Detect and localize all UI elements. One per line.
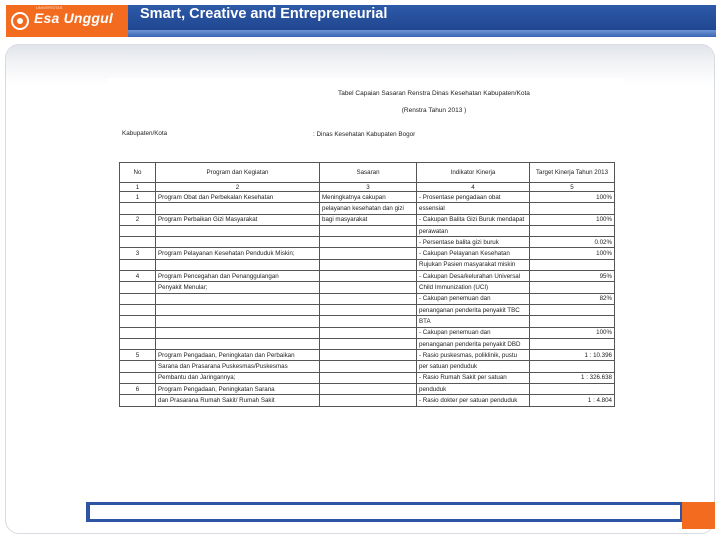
sasaran-cell bbox=[320, 271, 417, 282]
table-row bbox=[120, 304, 615, 315]
target-cell bbox=[530, 338, 615, 349]
indikator-cell: penduduk bbox=[417, 384, 530, 395]
target-cell: 100% bbox=[530, 214, 615, 225]
sasaran-cell bbox=[320, 225, 417, 236]
footer-orange-block bbox=[682, 502, 715, 529]
slide-header bbox=[0, 0, 720, 42]
program-cell: Program Obat dan Perbekalan Kesehatan bbox=[156, 192, 320, 203]
program-cell: Program Pengadaan, Peningkatan Sarana bbox=[156, 384, 320, 395]
index-cell: 2 bbox=[156, 183, 320, 192]
logo-text: Esa Unggul bbox=[34, 10, 114, 26]
index-cell: 1 bbox=[120, 183, 156, 192]
program-cell bbox=[156, 304, 320, 315]
indikator-cell: - Prosentase pengadaan obat bbox=[417, 192, 530, 203]
table-body bbox=[120, 192, 615, 407]
target-cell: 1 : 10.396 bbox=[530, 350, 615, 361]
sasaran-cell bbox=[320, 304, 417, 315]
row-number-cell: 2 bbox=[120, 214, 156, 225]
target-table bbox=[119, 162, 615, 407]
header-program: Program dan Kegiatan bbox=[156, 163, 320, 183]
table-row bbox=[120, 203, 615, 214]
sasaran-cell bbox=[320, 248, 417, 259]
header-indikator: Indikator Kinerja bbox=[417, 163, 530, 183]
table-row bbox=[120, 192, 615, 203]
table-row bbox=[120, 372, 615, 383]
table-row bbox=[120, 316, 615, 327]
row-number-cell bbox=[120, 237, 156, 248]
table-index-row bbox=[120, 183, 615, 192]
program-cell: Penyakit Menular; bbox=[156, 282, 320, 293]
indikator-cell: - Cakupan Balita Gizi Buruk mendapat bbox=[417, 214, 530, 225]
sasaran-cell bbox=[320, 327, 417, 338]
table-row bbox=[120, 384, 615, 395]
row-number-cell: 5 bbox=[120, 350, 156, 361]
sasaran-cell bbox=[320, 372, 417, 383]
target-cell: 100% bbox=[530, 248, 615, 259]
table-row bbox=[120, 327, 615, 338]
row-number-cell bbox=[120, 316, 156, 327]
table-row bbox=[120, 248, 615, 259]
row-number-cell bbox=[120, 225, 156, 236]
sasaran-cell bbox=[320, 259, 417, 270]
row-number-cell bbox=[120, 395, 156, 406]
table-row bbox=[120, 293, 615, 304]
header-no: No bbox=[120, 163, 156, 183]
index-cell: 4 bbox=[417, 183, 530, 192]
program-cell: Sarana dan Prasarana Puskesmas/Puskesmas bbox=[156, 361, 320, 372]
row-number-cell: 1 bbox=[120, 192, 156, 203]
sasaran-cell: bagi masyarakat bbox=[320, 214, 417, 225]
program-cell bbox=[156, 259, 320, 270]
row-number-cell bbox=[120, 327, 156, 338]
target-cell bbox=[530, 225, 615, 236]
target-cell bbox=[530, 316, 615, 327]
row-number-cell bbox=[120, 338, 156, 349]
target-cell bbox=[530, 259, 615, 270]
indikator-cell: Rujukan Pasien masyarakat miskin bbox=[417, 259, 530, 270]
program-cell bbox=[156, 293, 320, 304]
program-cell: dan Prasarana Rumah Sakit/ Rumah Sakit bbox=[156, 395, 320, 406]
indikator-cell: - Cakupan Desa/kelurahan Universal bbox=[417, 271, 530, 282]
logo-caption: UNIVERSITAS bbox=[36, 5, 63, 10]
indikator-cell: BTA bbox=[417, 316, 530, 327]
header-target: Target Kinerja Tahun 2013 bbox=[530, 163, 615, 183]
row-number-cell bbox=[120, 203, 156, 214]
row-number-cell bbox=[120, 259, 156, 270]
target-cell: 1 : 4.804 bbox=[530, 395, 615, 406]
row-number-cell bbox=[120, 293, 156, 304]
program-cell: Program Pengadaan, Peningkatan dan Perbaikan bbox=[156, 350, 320, 361]
program-cell bbox=[156, 203, 320, 214]
sasaran-cell bbox=[320, 384, 417, 395]
target-cell: 100% bbox=[530, 192, 615, 203]
program-cell: Program Perbaikan Gizi Masyarakat bbox=[156, 214, 320, 225]
indikator-cell: - Cakupan penemuan dan bbox=[417, 327, 530, 338]
table-row bbox=[120, 259, 615, 270]
sasaran-cell bbox=[320, 293, 417, 304]
indikator-cell: - Persentase balita gizi buruk bbox=[417, 237, 530, 248]
program-cell bbox=[156, 237, 320, 248]
indikator-cell: per satuan penduduk bbox=[417, 361, 530, 372]
table-header-row bbox=[120, 163, 615, 183]
indikator-cell: Child Immunization (UCI) bbox=[417, 282, 530, 293]
indikator-cell: - Rasio dokter per satuan penduduk bbox=[417, 395, 530, 406]
region-value: : Dinas Kesehatan Kabupaten Bogor bbox=[313, 131, 416, 138]
program-cell bbox=[156, 225, 320, 236]
region-label: Kabupaten/Kota bbox=[122, 130, 168, 137]
document-image bbox=[108, 78, 624, 470]
header-tagline: Smart, Creative and Entrepreneurial bbox=[140, 6, 388, 22]
target-cell: 0.02% bbox=[530, 237, 615, 248]
row-number-cell: 6 bbox=[120, 384, 156, 395]
header-band-accent bbox=[128, 30, 716, 37]
target-cell: 100% bbox=[530, 327, 615, 338]
indikator-cell: - Rasio puskesmas, poliklinik, pustu bbox=[417, 350, 530, 361]
sasaran-cell bbox=[320, 350, 417, 361]
index-cell: 3 bbox=[320, 183, 417, 192]
indikator-cell: - Cakupan penemuan dan bbox=[417, 293, 530, 304]
indikator-cell: - Rasio Rumah Sakit per satuan bbox=[417, 372, 530, 383]
program-cell: Program Pelayanan Kesehatan Penduduk Miskin; bbox=[156, 248, 320, 259]
index-cell: 5 bbox=[530, 183, 615, 192]
university-logo bbox=[6, 5, 128, 37]
program-cell bbox=[156, 316, 320, 327]
program-cell bbox=[156, 327, 320, 338]
program-cell bbox=[156, 338, 320, 349]
table-row bbox=[120, 237, 615, 248]
target-cell bbox=[530, 282, 615, 293]
table-row bbox=[120, 350, 615, 361]
logo-emblem-icon bbox=[10, 11, 30, 31]
indikator-cell: - Cakupan Pelayanan Kesehatan bbox=[417, 248, 530, 259]
row-number-cell bbox=[120, 282, 156, 293]
document-title: Tabel Capaian Sasaran Renstra Dinas Kesehatan Kabupaten/Kota bbox=[338, 90, 530, 97]
target-cell: 1 : 326.638 bbox=[530, 372, 615, 383]
table-row bbox=[120, 338, 615, 349]
sasaran-cell bbox=[320, 338, 417, 349]
header-sasaran: Sasaran bbox=[320, 163, 417, 183]
sasaran-cell bbox=[320, 316, 417, 327]
table-row bbox=[120, 395, 615, 406]
indikator-cell: penanganan penderita penyakit DBD bbox=[417, 338, 530, 349]
target-cell bbox=[530, 203, 615, 214]
row-number-cell: 3 bbox=[120, 248, 156, 259]
indikator-cell: perawatan bbox=[417, 225, 530, 236]
row-number-cell: 4 bbox=[120, 271, 156, 282]
row-number-cell bbox=[120, 372, 156, 383]
target-cell: 95% bbox=[530, 271, 615, 282]
footer-band-inner bbox=[90, 505, 680, 519]
sasaran-cell: Meningkatnya cakupan bbox=[320, 192, 417, 203]
target-cell bbox=[530, 304, 615, 315]
table-row bbox=[120, 214, 615, 225]
program-cell: Program Pencegahan dan Penanggulangan bbox=[156, 271, 320, 282]
indikator-cell: penanganan penderita penyakit TBC bbox=[417, 304, 530, 315]
table-row bbox=[120, 225, 615, 236]
target-cell bbox=[530, 361, 615, 372]
row-number-cell bbox=[120, 304, 156, 315]
program-cell: Pembantu dan Jaringannya; bbox=[156, 372, 320, 383]
sasaran-cell bbox=[320, 237, 417, 248]
row-number-cell bbox=[120, 361, 156, 372]
indikator-cell: essensial bbox=[417, 203, 530, 214]
target-cell bbox=[530, 384, 615, 395]
table-row bbox=[120, 271, 615, 282]
table-row bbox=[120, 361, 615, 372]
sasaran-cell: pelayanan kesehatan dan gizi bbox=[320, 203, 417, 214]
target-cell: 82% bbox=[530, 293, 615, 304]
table-row bbox=[120, 282, 615, 293]
document-subtitle: (Renstra Tahun 2013 ) bbox=[401, 107, 467, 114]
sasaran-cell bbox=[320, 361, 417, 372]
sasaran-cell bbox=[320, 282, 417, 293]
sasaran-cell bbox=[320, 395, 417, 406]
